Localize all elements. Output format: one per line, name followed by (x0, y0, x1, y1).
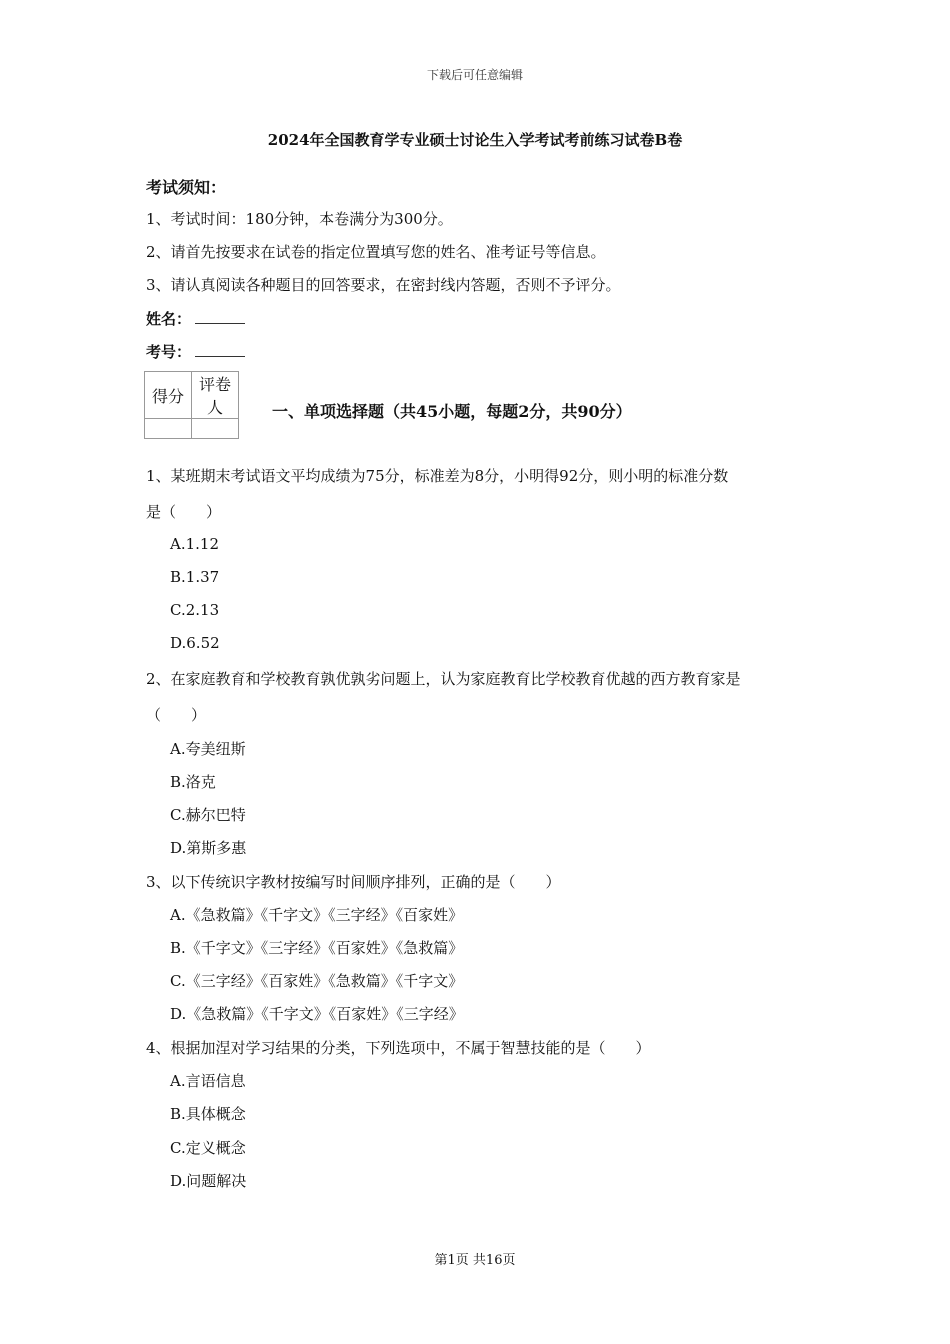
question-stem: 4、根据加涅对学习结果的分类，下列选项中，不属于智慧技能的是（ ） (146, 1039, 651, 1057)
option-b: B.《千字文》《三字经》《百家姓》《急救篇》 (170, 939, 464, 957)
notice-item: 3、请认真阅读各种题目的回答要求，在密封线内答题，否则不予评分。 (146, 276, 621, 294)
option-a: A.言语信息 (170, 1072, 246, 1090)
option-b: B.具体概念 (170, 1105, 246, 1123)
name-blank[interactable] (195, 311, 245, 324)
option-c: C.定义概念 (170, 1139, 246, 1157)
name-field (146, 308, 245, 329)
question-stem: 1、某班期末考试语文平均成绩为75分，标准差为8分，小明得92分，则小明的标准分数 (146, 467, 729, 485)
question-stem: 2、在家庭教育和学校教育孰优孰劣问题上，认为家庭教育比学校教育优越的西方教育家是 (146, 670, 741, 688)
option-d: D.6.52 (170, 634, 220, 652)
score-header: 得分 (145, 372, 192, 419)
option-c: C.《三字经》《百家姓》《急救篇》《千字文》 (170, 972, 464, 990)
option-d: D.《急救篇》《千字文》《百家姓》《三字经》 (170, 1005, 464, 1023)
section-title: 一、单项选择题（共45小题，每题2分，共90分） (272, 402, 632, 421)
option-b: B.洛克 (170, 773, 216, 791)
option-d: D.问题解决 (170, 1172, 247, 1190)
question-stem-continued: 是（ ） (146, 503, 222, 521)
option-d: D.第斯多惠 (170, 839, 247, 857)
header-note: 下载后可任意编辑 (426, 68, 523, 82)
id-label: 考号： (146, 343, 192, 361)
id-field (146, 341, 245, 362)
id-blank[interactable] (195, 344, 245, 357)
name-label: 姓名： (146, 310, 192, 328)
grader-header: 评卷人 (192, 372, 239, 419)
grader-cell[interactable] (192, 419, 239, 439)
document-title: 2024年全国教育学专业硕士讨论生入学考试考前练习试卷B卷 (267, 131, 683, 149)
score-cell[interactable] (145, 419, 192, 439)
page-footer: 第1页 共16页 (434, 1253, 516, 1268)
question-stem: 3、以下传统识字教材按编写时间顺序排列，正确的是（ ） (146, 873, 561, 891)
option-c: C.2.13 (170, 601, 220, 619)
option-a: A.夸美纽斯 (170, 740, 246, 758)
notice-item: 2、请首先按要求在试卷的指定位置填写您的姓名、准考证号等信息。 (146, 243, 606, 261)
option-a: A.1.12 (170, 535, 219, 553)
question-stem-continued: （ ） (146, 706, 207, 724)
score-table (144, 371, 239, 439)
option-c: C.赫尔巴特 (170, 806, 246, 824)
option-b: B.1.37 (170, 568, 220, 586)
option-a: A.《急救篇》《千字文》《三字经》《百家姓》 (170, 906, 464, 924)
notice-item: 1、考试时间：180分钟，本卷满分为300分。 (146, 210, 453, 228)
notice-heading: 考试须知： (146, 178, 227, 197)
